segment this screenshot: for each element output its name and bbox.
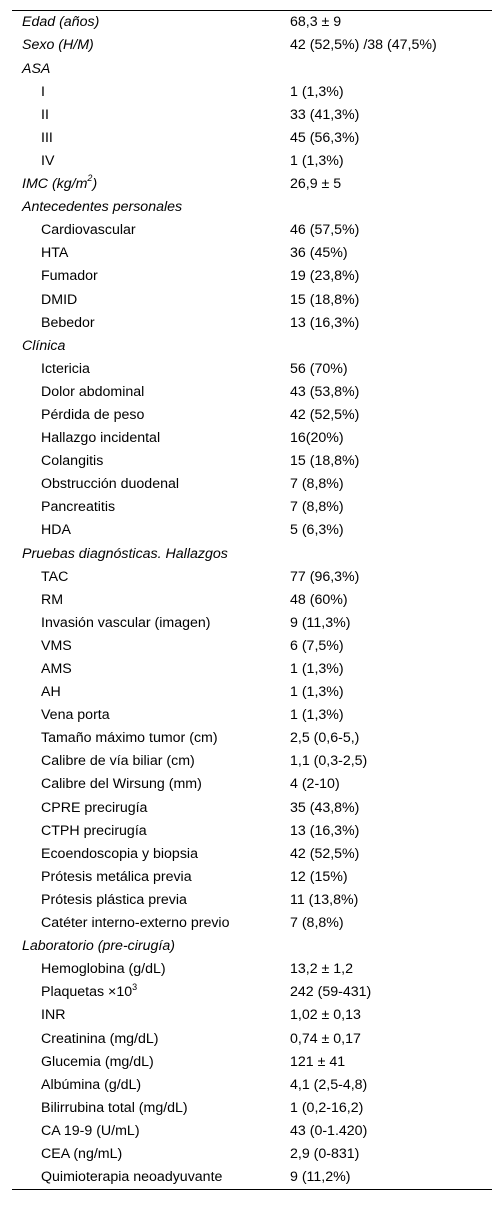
row-label: IV bbox=[41, 152, 55, 169]
row-value: 77 (96,3%) bbox=[290, 568, 360, 585]
row-label: Tamaño máximo tumor (cm) bbox=[41, 730, 218, 747]
row-label: Cardiovascular bbox=[41, 222, 136, 239]
row-label-cell bbox=[12, 288, 290, 311]
table-row bbox=[12, 311, 492, 334]
table-row bbox=[12, 1096, 492, 1119]
row-label: Edad (años) bbox=[22, 14, 100, 31]
table-row bbox=[12, 773, 492, 796]
table-row bbox=[12, 704, 492, 727]
row-label-cell bbox=[12, 334, 290, 357]
row-label-cell bbox=[12, 473, 290, 496]
row-label-cell bbox=[12, 796, 290, 819]
table-row bbox=[12, 242, 492, 265]
row-value: 15 (18,8%) bbox=[290, 453, 360, 470]
row-label-cell bbox=[12, 1096, 290, 1119]
data-table bbox=[12, 11, 492, 1189]
table-row bbox=[12, 981, 492, 1004]
row-label: Bebedor bbox=[41, 314, 95, 331]
row-value: 13,2 ± 1,2 bbox=[290, 961, 354, 978]
section-row bbox=[12, 196, 492, 219]
row-label: AH bbox=[41, 684, 61, 701]
row-label-cell bbox=[12, 819, 290, 842]
row-value: 45 (56,3%) bbox=[290, 129, 360, 146]
row-value bbox=[290, 935, 492, 958]
row-label-cell bbox=[12, 357, 290, 380]
row-label: Bilirrubina total (mg/dL) bbox=[41, 1099, 188, 1116]
row-label-cell bbox=[12, 842, 290, 865]
row-label-cell bbox=[12, 588, 290, 611]
table-row bbox=[12, 819, 492, 842]
table-row bbox=[12, 635, 492, 658]
row-label-cell bbox=[12, 889, 290, 912]
row-value bbox=[290, 542, 492, 565]
row-label-cell bbox=[12, 542, 290, 565]
row-label-cell bbox=[12, 404, 290, 427]
row-value: 2,5 (0,6-5,) bbox=[290, 730, 360, 747]
row-label-cell bbox=[12, 1050, 290, 1073]
row-label: CPRE precirugía bbox=[41, 799, 148, 816]
row-label-cell bbox=[12, 173, 290, 196]
table-row bbox=[12, 611, 492, 634]
table-row bbox=[12, 1027, 492, 1050]
row-value: 13 (16,3%) bbox=[290, 314, 360, 331]
row-label: Clínica bbox=[22, 337, 66, 354]
row-value: 1 (1,3%) bbox=[290, 661, 344, 677]
row-value: 9 (11,2%) bbox=[290, 1169, 351, 1186]
row-label-cell bbox=[12, 265, 290, 288]
row-label: Hemoglobina (g/dL) bbox=[41, 961, 166, 978]
table-row bbox=[12, 658, 492, 681]
row-label-cell bbox=[12, 865, 290, 888]
row-label: CEA (ng/mL) bbox=[41, 1145, 123, 1162]
row-label: DMID bbox=[41, 291, 78, 308]
table-row bbox=[12, 519, 492, 542]
row-value: 5 (6,3%) bbox=[290, 522, 344, 539]
row-value: 42 (52,5%) /38 (47,5%) bbox=[290, 37, 437, 54]
row-label: AMS bbox=[41, 661, 72, 677]
row-value: 1,02 ± 0,13 bbox=[290, 1007, 361, 1024]
row-label: Prótesis plástica previa bbox=[41, 891, 187, 908]
row-value: 19 (23,8%) bbox=[290, 268, 360, 285]
row-value: 36 (45%) bbox=[290, 245, 348, 262]
row-label-superscript: 2 bbox=[87, 173, 93, 184]
section-row bbox=[12, 11, 492, 34]
row-label: Catéter interno-externo previo bbox=[41, 915, 230, 932]
row-label: HDA bbox=[41, 522, 71, 539]
row-value: 1 (1,3%) bbox=[290, 152, 344, 169]
row-label-cell bbox=[12, 311, 290, 334]
row-value: 1 (1,3%) bbox=[290, 83, 344, 100]
row-label: INR bbox=[41, 1007, 66, 1024]
table-row bbox=[12, 889, 492, 912]
table-row bbox=[12, 288, 492, 311]
table-row bbox=[12, 681, 492, 704]
row-label: Pruebas diagnósticas. Hallazgos bbox=[22, 545, 228, 562]
table-row bbox=[12, 1050, 492, 1073]
row-label-cell bbox=[12, 34, 290, 57]
row-label: Prótesis metálica previa bbox=[41, 868, 192, 885]
row-value: 11 (13,8%) bbox=[290, 891, 359, 908]
table-row bbox=[12, 150, 492, 173]
table-row bbox=[12, 473, 492, 496]
row-label: Calibre del Wirsung (mm) bbox=[41, 776, 202, 793]
row-label-cell bbox=[12, 219, 290, 242]
row-label-cell bbox=[12, 981, 290, 1004]
row-value: 2,9 (0-831) bbox=[290, 1145, 360, 1162]
table-row bbox=[12, 381, 492, 404]
row-value bbox=[290, 57, 492, 80]
row-label-cell bbox=[12, 11, 290, 34]
row-label-cell bbox=[12, 1120, 290, 1143]
section-row bbox=[12, 57, 492, 80]
row-label-cell bbox=[12, 912, 290, 935]
table-row bbox=[12, 103, 492, 126]
row-label: Laboratorio (pre-cirugía) bbox=[22, 938, 175, 955]
table-row bbox=[12, 842, 492, 865]
table-row bbox=[12, 1073, 492, 1096]
row-label: Albúmina (g/dL) bbox=[41, 1076, 142, 1093]
row-label: CTPH precirugía bbox=[41, 822, 147, 839]
row-value: 33 (41,3%) bbox=[290, 106, 360, 123]
row-label-cell bbox=[12, 57, 290, 80]
row-label: Glucemia (mg/dL) bbox=[41, 1053, 154, 1070]
row-label: Dolor abdominal bbox=[41, 383, 145, 400]
row-label: Creatinina (mg/dL) bbox=[41, 1030, 159, 1047]
row-value: 0,74 ± 0,17 bbox=[290, 1030, 361, 1047]
table-row bbox=[12, 496, 492, 519]
row-value: 48 (60%) bbox=[290, 591, 348, 608]
row-value: 1 (1,3%) bbox=[290, 707, 344, 724]
row-value bbox=[290, 334, 492, 357]
table-row bbox=[12, 1004, 492, 1027]
row-value: 42 (52,5%) bbox=[290, 406, 360, 423]
row-label: TAC bbox=[41, 568, 69, 585]
row-value: 1,1 (0,3-2,5) bbox=[290, 753, 368, 770]
row-value: 46 (57,5%) bbox=[290, 222, 360, 239]
row-value: 4 (2-10) bbox=[290, 776, 340, 793]
row-value: 15 (18,8%) bbox=[290, 291, 360, 308]
row-label-cell bbox=[12, 80, 290, 103]
section-row bbox=[12, 334, 492, 357]
row-label: III bbox=[41, 129, 53, 146]
table-row bbox=[12, 865, 492, 888]
table-row bbox=[12, 450, 492, 473]
table-row bbox=[12, 912, 492, 935]
row-value: 6 (7,5%) bbox=[290, 637, 344, 654]
row-label-suffix: ) bbox=[92, 176, 98, 193]
row-label: Ictericia bbox=[41, 360, 90, 377]
row-value: 43 (0-1.420) bbox=[290, 1122, 368, 1139]
row-label: Quimioterapia neoadyuvante bbox=[41, 1169, 223, 1186]
row-value: 42 (52,5%) bbox=[290, 845, 360, 862]
row-label-cell bbox=[12, 565, 290, 588]
row-value: 7 (8,8%) bbox=[290, 476, 344, 493]
row-value: 121 ± 41 bbox=[290, 1053, 346, 1070]
row-label-cell bbox=[12, 750, 290, 773]
row-label: Hallazgo incidental bbox=[41, 430, 161, 447]
row-value: 16(20%) bbox=[290, 430, 344, 447]
row-value: 7 (8,8%) bbox=[290, 915, 344, 932]
row-label-cell bbox=[12, 126, 290, 149]
row-value: 1 (0,2-16,2) bbox=[290, 1099, 364, 1116]
row-value: 1 (1,3%) bbox=[290, 684, 344, 701]
row-label: Pérdida de peso bbox=[41, 406, 145, 423]
row-value bbox=[290, 196, 492, 219]
row-label-cell bbox=[12, 519, 290, 542]
row-value: 35 (43,8%) bbox=[290, 799, 360, 816]
section-row bbox=[12, 173, 492, 196]
table-row bbox=[12, 427, 492, 450]
table-row bbox=[12, 1166, 492, 1189]
row-label: Plaquetas ×10 bbox=[41, 984, 133, 1001]
table-row bbox=[12, 265, 492, 288]
row-label: Fumador bbox=[41, 268, 98, 285]
row-label-cell bbox=[12, 1004, 290, 1027]
row-label: Sexo (H/M) bbox=[22, 37, 94, 54]
row-label-cell bbox=[12, 450, 290, 473]
table-row bbox=[12, 357, 492, 380]
table-body bbox=[12, 11, 492, 1189]
table-row bbox=[12, 126, 492, 149]
row-label-cell bbox=[12, 242, 290, 265]
row-label: Ecoendoscopia y biopsia bbox=[41, 845, 198, 862]
table-row bbox=[12, 219, 492, 242]
row-label-cell bbox=[12, 658, 290, 681]
row-value: 43 (53,8%) bbox=[290, 383, 360, 400]
row-label-cell bbox=[12, 150, 290, 173]
table-row bbox=[12, 404, 492, 427]
row-label-cell bbox=[12, 427, 290, 450]
row-value: 7 (8,8%) bbox=[290, 499, 344, 516]
row-label: CA 19-9 (U/mL) bbox=[41, 1122, 140, 1139]
row-label: HTA bbox=[41, 245, 69, 262]
row-label-cell bbox=[12, 1027, 290, 1050]
row-value: 9 (11,3%) bbox=[290, 614, 351, 631]
row-label-cell bbox=[12, 1073, 290, 1096]
row-label: Pancreatitis bbox=[41, 499, 116, 516]
row-label-cell bbox=[12, 1143, 290, 1166]
row-label: Colangitis bbox=[41, 453, 104, 470]
section-row bbox=[12, 935, 492, 958]
row-label-cell bbox=[12, 1166, 290, 1189]
row-label: II bbox=[41, 106, 49, 123]
row-value: 13 (16,3%) bbox=[290, 822, 360, 839]
row-label: Calibre de vía biliar (cm) bbox=[41, 753, 195, 770]
table-row bbox=[12, 80, 492, 103]
row-label-cell bbox=[12, 496, 290, 519]
row-label-cell bbox=[12, 381, 290, 404]
row-label-cell bbox=[12, 611, 290, 634]
row-label-cell bbox=[12, 635, 290, 658]
row-label: Obstrucción duodenal bbox=[41, 476, 180, 493]
row-label-cell bbox=[12, 935, 290, 958]
row-label-cell bbox=[12, 958, 290, 981]
table-row bbox=[12, 750, 492, 773]
row-label-cell bbox=[12, 704, 290, 727]
patient-characteristics-table bbox=[12, 10, 492, 1190]
row-value: 26,9 ± 5 bbox=[290, 176, 342, 193]
row-label: IMC (kg/m bbox=[22, 176, 88, 193]
row-value: 4,1 (2,5-4,8) bbox=[290, 1076, 368, 1093]
row-label: VMS bbox=[41, 637, 72, 654]
row-value: 56 (70%) bbox=[290, 360, 348, 377]
row-label-cell bbox=[12, 196, 290, 219]
table-row bbox=[12, 1143, 492, 1166]
row-value: 68,3 ± 9 bbox=[290, 14, 342, 31]
row-label: ASA bbox=[22, 60, 51, 77]
row-label-cell bbox=[12, 727, 290, 750]
row-label-cell bbox=[12, 103, 290, 126]
table-row bbox=[12, 727, 492, 750]
section-row bbox=[12, 34, 492, 57]
row-value: 12 (15%) bbox=[290, 868, 348, 885]
table-row bbox=[12, 958, 492, 981]
row-label: I bbox=[41, 83, 45, 100]
table-row bbox=[12, 565, 492, 588]
row-label: RM bbox=[41, 591, 64, 608]
row-label: Antecedentes personales bbox=[22, 199, 183, 216]
row-label-cell bbox=[12, 681, 290, 704]
section-row bbox=[12, 542, 492, 565]
row-value: 242 (59-431) bbox=[290, 984, 372, 1001]
table-row bbox=[12, 1120, 492, 1143]
row-label-cell bbox=[12, 773, 290, 796]
row-label: Vena porta bbox=[41, 707, 110, 724]
table-row bbox=[12, 796, 492, 819]
row-label: Invasión vascular (imagen) bbox=[41, 614, 211, 631]
table-row bbox=[12, 588, 492, 611]
row-label-superscript: 3 bbox=[132, 981, 138, 992]
